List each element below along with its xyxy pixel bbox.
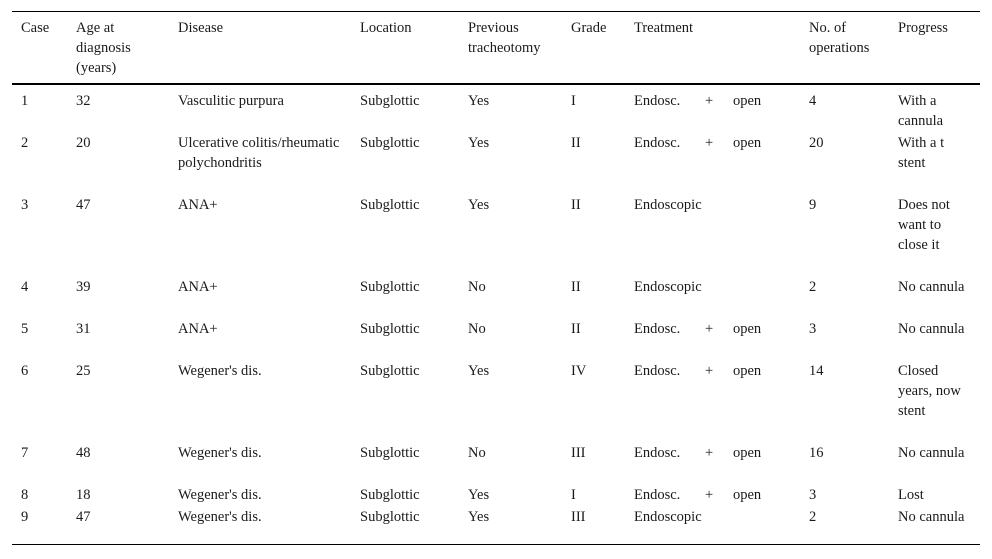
cell-progress: No cannula — [898, 445, 965, 461]
table-row — [12, 355, 980, 437]
cell-grade: II — [571, 321, 581, 337]
cell-treatment — [634, 443, 804, 463]
cell-location: Subglottic — [360, 487, 420, 503]
cell-disease: Vasculitic purpura — [178, 93, 284, 109]
cell-grade: III — [571, 445, 586, 461]
cell-location: Subglottic — [360, 135, 420, 151]
cell-location: Subglottic — [360, 445, 420, 461]
treatment-open: open — [733, 321, 762, 337]
treatment-plus: + — [705, 321, 714, 337]
cell-location: Subglottic — [360, 93, 420, 109]
treatment-main: Endosc. — [634, 135, 681, 151]
cell-progress: Does not want to close it — [898, 197, 950, 253]
treatment-open: open — [733, 487, 762, 503]
cell-disease: ANA+ — [178, 321, 218, 337]
cell-age: 18 — [76, 487, 91, 503]
treatment-plus: + — [705, 93, 714, 109]
cell-treatment — [634, 319, 804, 339]
table-row — [12, 313, 980, 355]
treatment-plus: + — [705, 363, 714, 379]
treatment-main: Endosc. — [634, 363, 681, 379]
cell-grade: IV — [571, 363, 587, 379]
cell-location: Subglottic — [360, 321, 420, 337]
cell-operations: 9 — [809, 197, 817, 213]
cell-disease: Wegener's dis. — [178, 487, 262, 503]
treatment-open: open — [733, 445, 762, 461]
cell-previous-tracheotomy: Yes — [468, 135, 490, 151]
cell-disease: Wegener's dis. — [178, 509, 262, 525]
cell-progress: Closed years, now stent — [898, 363, 961, 419]
cell-previous-tracheotomy: No — [468, 321, 486, 337]
cell-case: 9 — [21, 509, 29, 525]
treatment-main: Endosc. — [634, 445, 681, 461]
header-age: Age at diagnosis (years) — [76, 20, 131, 76]
header-location: Location — [360, 20, 412, 36]
cell-age: 48 — [76, 445, 91, 461]
cell-previous-tracheotomy: Yes — [468, 93, 490, 109]
cell-grade: II — [571, 135, 581, 151]
cell-case: 1 — [21, 93, 29, 109]
cell-case: 2 — [21, 135, 29, 151]
treatment-plus: + — [705, 135, 714, 151]
treatment-open: open — [733, 93, 762, 109]
table-row — [12, 437, 980, 479]
cell-disease: Wegener's dis. — [178, 445, 262, 461]
table-row — [12, 479, 980, 501]
cell-operations: 3 — [809, 321, 817, 337]
treatment-main: Endoscopic — [634, 509, 702, 525]
cell-previous-tracheotomy: Yes — [468, 197, 490, 213]
table-row — [12, 127, 980, 189]
cell-operations: 14 — [809, 363, 824, 379]
cell-operations: 2 — [809, 509, 817, 525]
treatment-main: Endosc. — [634, 321, 681, 337]
cell-case: 8 — [21, 487, 29, 503]
cell-progress: No cannula — [898, 279, 965, 295]
treatment-open: open — [733, 363, 762, 379]
cell-case: 6 — [21, 363, 29, 379]
cell-operations: 4 — [809, 93, 817, 109]
header-case: Case — [21, 20, 50, 36]
cell-previous-tracheotomy: Yes — [468, 487, 490, 503]
cell-grade: II — [571, 197, 581, 213]
cell-progress: With a cannula — [898, 93, 944, 129]
cell-location: Subglottic — [360, 509, 420, 525]
header-grade: Grade — [571, 20, 607, 36]
treatment-main: Endoscopic — [634, 279, 702, 295]
table-row — [12, 85, 980, 127]
treatment-main: Endosc. — [634, 487, 681, 503]
treatment-main: Endosc. — [634, 93, 681, 109]
cell-grade: III — [571, 509, 586, 525]
cell-age: 31 — [76, 321, 91, 337]
cell-previous-tracheotomy: Yes — [468, 509, 490, 525]
treatment-plus: + — [705, 445, 714, 461]
cell-operations: 3 — [809, 487, 817, 503]
cell-treatment — [634, 195, 804, 215]
cell-age: 39 — [76, 279, 91, 295]
header-disease: Disease — [178, 20, 224, 36]
cell-case: 4 — [21, 279, 29, 295]
cell-disease: ANA+ — [178, 197, 218, 213]
cell-treatment — [634, 277, 804, 297]
cell-age: 47 — [76, 197, 91, 213]
cell-location: Subglottic — [360, 197, 420, 213]
cell-age: 47 — [76, 509, 91, 525]
cell-treatment — [634, 507, 804, 527]
cell-progress: No cannula — [898, 321, 965, 337]
table-body — [12, 85, 980, 544]
cell-progress: With a t stent — [898, 135, 945, 171]
cell-previous-tracheotomy: Yes — [468, 363, 490, 379]
treatment-plus: + — [705, 487, 714, 503]
cell-treatment — [634, 133, 804, 153]
cell-operations: 20 — [809, 135, 824, 151]
table-row — [12, 271, 980, 313]
table-header — [12, 12, 980, 85]
header-previous-tracheotomy: Previous tracheotomy — [468, 20, 541, 56]
cell-grade: II — [571, 279, 581, 295]
header-progress: Progress — [898, 20, 948, 36]
cell-age: 32 — [76, 93, 91, 109]
cell-operations: 16 — [809, 445, 824, 461]
cell-grade: I — [571, 487, 576, 503]
cell-operations: 2 — [809, 279, 817, 295]
cell-treatment — [634, 361, 804, 381]
cell-previous-tracheotomy: No — [468, 279, 486, 295]
cell-age: 25 — [76, 363, 91, 379]
cell-location: Subglottic — [360, 279, 420, 295]
data-table — [12, 11, 980, 545]
cell-progress: Lost — [898, 487, 924, 503]
treatment-open: open — [733, 135, 762, 151]
cell-grade: I — [571, 93, 576, 109]
header-treatment: Treatment — [634, 20, 694, 36]
cell-location: Subglottic — [360, 363, 420, 379]
cell-disease: Ulcerative colitis/rheumatic polychondritis — [178, 135, 340, 171]
cell-case: 3 — [21, 197, 29, 213]
header-operations: No. of operations — [809, 20, 870, 56]
table-row — [12, 501, 980, 544]
cell-case: 7 — [21, 445, 29, 461]
table-row — [12, 189, 980, 271]
cell-age: 20 — [76, 135, 91, 151]
cell-treatment — [634, 91, 804, 111]
cell-progress: No cannula — [898, 509, 965, 525]
cell-disease: ANA+ — [178, 279, 218, 295]
treatment-main: Endoscopic — [634, 197, 702, 213]
cell-previous-tracheotomy: No — [468, 445, 486, 461]
cell-disease: Wegener's dis. — [178, 363, 262, 379]
cell-case: 5 — [21, 321, 29, 337]
